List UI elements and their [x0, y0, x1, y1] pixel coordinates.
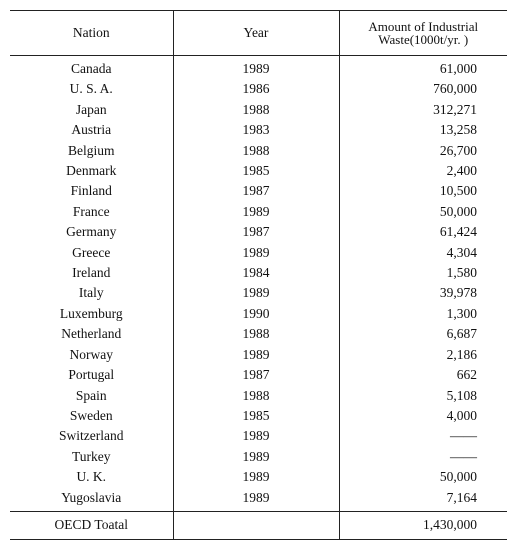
cell-amount: 61,000: [339, 56, 507, 80]
table-row: [10, 406, 507, 426]
table-row: [10, 386, 507, 406]
cell-year: 1984: [173, 263, 339, 283]
cell-amount: 39,978: [339, 283, 507, 303]
cell-amount: 6,687: [339, 324, 507, 344]
cell-amount: 312,271: [339, 100, 507, 120]
cell-amount: 13,258: [339, 120, 507, 140]
header-amount-line1: Amount of Industrial: [368, 19, 479, 34]
cell-amount: 10,500: [339, 181, 507, 201]
cell-nation: Sweden: [69, 407, 113, 423]
table-footer: [10, 511, 507, 539]
table-row: [10, 365, 507, 385]
cell-year: 1989: [173, 345, 339, 365]
cell-nation: Canada: [71, 61, 112, 76]
cell-amount: ——: [339, 426, 507, 446]
table-row: [10, 141, 507, 161]
cell-nation: Finland: [70, 183, 112, 199]
header-row: [10, 11, 507, 56]
table-row: [10, 426, 507, 446]
cell-amount: 2,400: [339, 161, 507, 181]
table-row: [10, 243, 507, 263]
cell-amount: 4,304: [339, 243, 507, 263]
cell-year: 1988: [173, 324, 339, 344]
cell-year: 1989: [173, 283, 339, 303]
cell-nation: Belgium: [68, 142, 115, 158]
industrial-waste-table: [10, 10, 507, 540]
table-row: [10, 202, 507, 222]
cell-nation: Austria: [71, 122, 112, 138]
cell-nation: Spain: [75, 387, 107, 403]
cell-year: 1987: [173, 365, 339, 385]
cell-nation: Ireland: [72, 265, 111, 281]
cell-amount: 50,000: [339, 467, 507, 487]
cell-year: 1988: [173, 100, 339, 120]
total-amount: 1,430,000: [339, 511, 507, 539]
header-year: Year: [173, 11, 339, 56]
table-row: [10, 447, 507, 467]
cell-nation: Turkey: [71, 448, 111, 464]
table-row: [10, 488, 507, 512]
cell-year: 1987: [173, 181, 339, 201]
cell-nation: Japan: [75, 101, 107, 117]
cell-amount: 662: [339, 365, 507, 385]
table-row: [10, 56, 507, 80]
cell-amount: 50,000: [339, 202, 507, 222]
cell-amount: 1,300: [339, 304, 507, 324]
cell-nation: U. K.: [76, 469, 107, 485]
table-body: [10, 56, 507, 512]
table-header: [10, 11, 507, 56]
cell-amount: ——: [339, 447, 507, 467]
cell-amount: 61,424: [339, 222, 507, 242]
header-amount: [339, 11, 507, 56]
cell-nation: France: [72, 203, 110, 219]
cell-nation: Denmark: [66, 163, 117, 179]
total-row: [10, 511, 507, 539]
table-row: [10, 100, 507, 120]
cell-amount: 1,580: [339, 263, 507, 283]
cell-nation: Portugal: [68, 367, 115, 383]
cell-year: 1983: [173, 120, 339, 140]
cell-year: 1990: [173, 304, 339, 324]
cell-amount: 5,108: [339, 386, 507, 406]
cell-nation: U. S. A.: [69, 81, 113, 97]
cell-year: 1988: [173, 386, 339, 406]
cell-amount: 760,000: [339, 79, 507, 99]
table-row: [10, 304, 507, 324]
cell-year: 1988: [173, 141, 339, 161]
cell-amount: 26,700: [339, 141, 507, 161]
cell-year: 1986: [173, 79, 339, 99]
cell-year: 1989: [173, 243, 339, 263]
table-row: [10, 181, 507, 201]
cell-nation: Netherland: [61, 326, 122, 342]
cell-nation: Yugoslavia: [61, 489, 122, 505]
table-row: [10, 345, 507, 365]
cell-nation: Norway: [69, 346, 113, 362]
cell-nation: Switzerland: [59, 428, 124, 444]
table-row: [10, 161, 507, 181]
cell-year: 1989: [173, 488, 339, 512]
table-row: [10, 222, 507, 242]
cell-amount: 4,000: [339, 406, 507, 426]
cell-nation: Greece: [72, 244, 111, 260]
table-row: [10, 120, 507, 140]
cell-nation: Italy: [78, 285, 104, 301]
cell-year: 1989: [173, 56, 339, 80]
table-row: [10, 324, 507, 344]
cell-nation: Germany: [66, 224, 117, 240]
cell-amount: 2,186: [339, 345, 507, 365]
table-row: [10, 467, 507, 487]
header-amount-line2: Waste(1000t/yr. ): [378, 32, 469, 47]
cell-year: 1985: [173, 406, 339, 426]
total-year: [173, 511, 339, 539]
cell-amount: 7,164: [339, 488, 507, 512]
total-label: OECD Toatal: [10, 511, 173, 539]
table-row: [10, 283, 507, 303]
industrial-waste-table-container: [10, 10, 507, 545]
cell-nation: Luxemburg: [59, 305, 123, 321]
cell-year: 1989: [173, 447, 339, 467]
table-row: [10, 263, 507, 283]
cell-year: 1989: [173, 426, 339, 446]
table-row: [10, 79, 507, 99]
cell-year: 1987: [173, 222, 339, 242]
cell-year: 1989: [173, 202, 339, 222]
cell-year: 1989: [173, 467, 339, 487]
cell-year: 1985: [173, 161, 339, 181]
header-nation: Nation: [10, 11, 173, 56]
